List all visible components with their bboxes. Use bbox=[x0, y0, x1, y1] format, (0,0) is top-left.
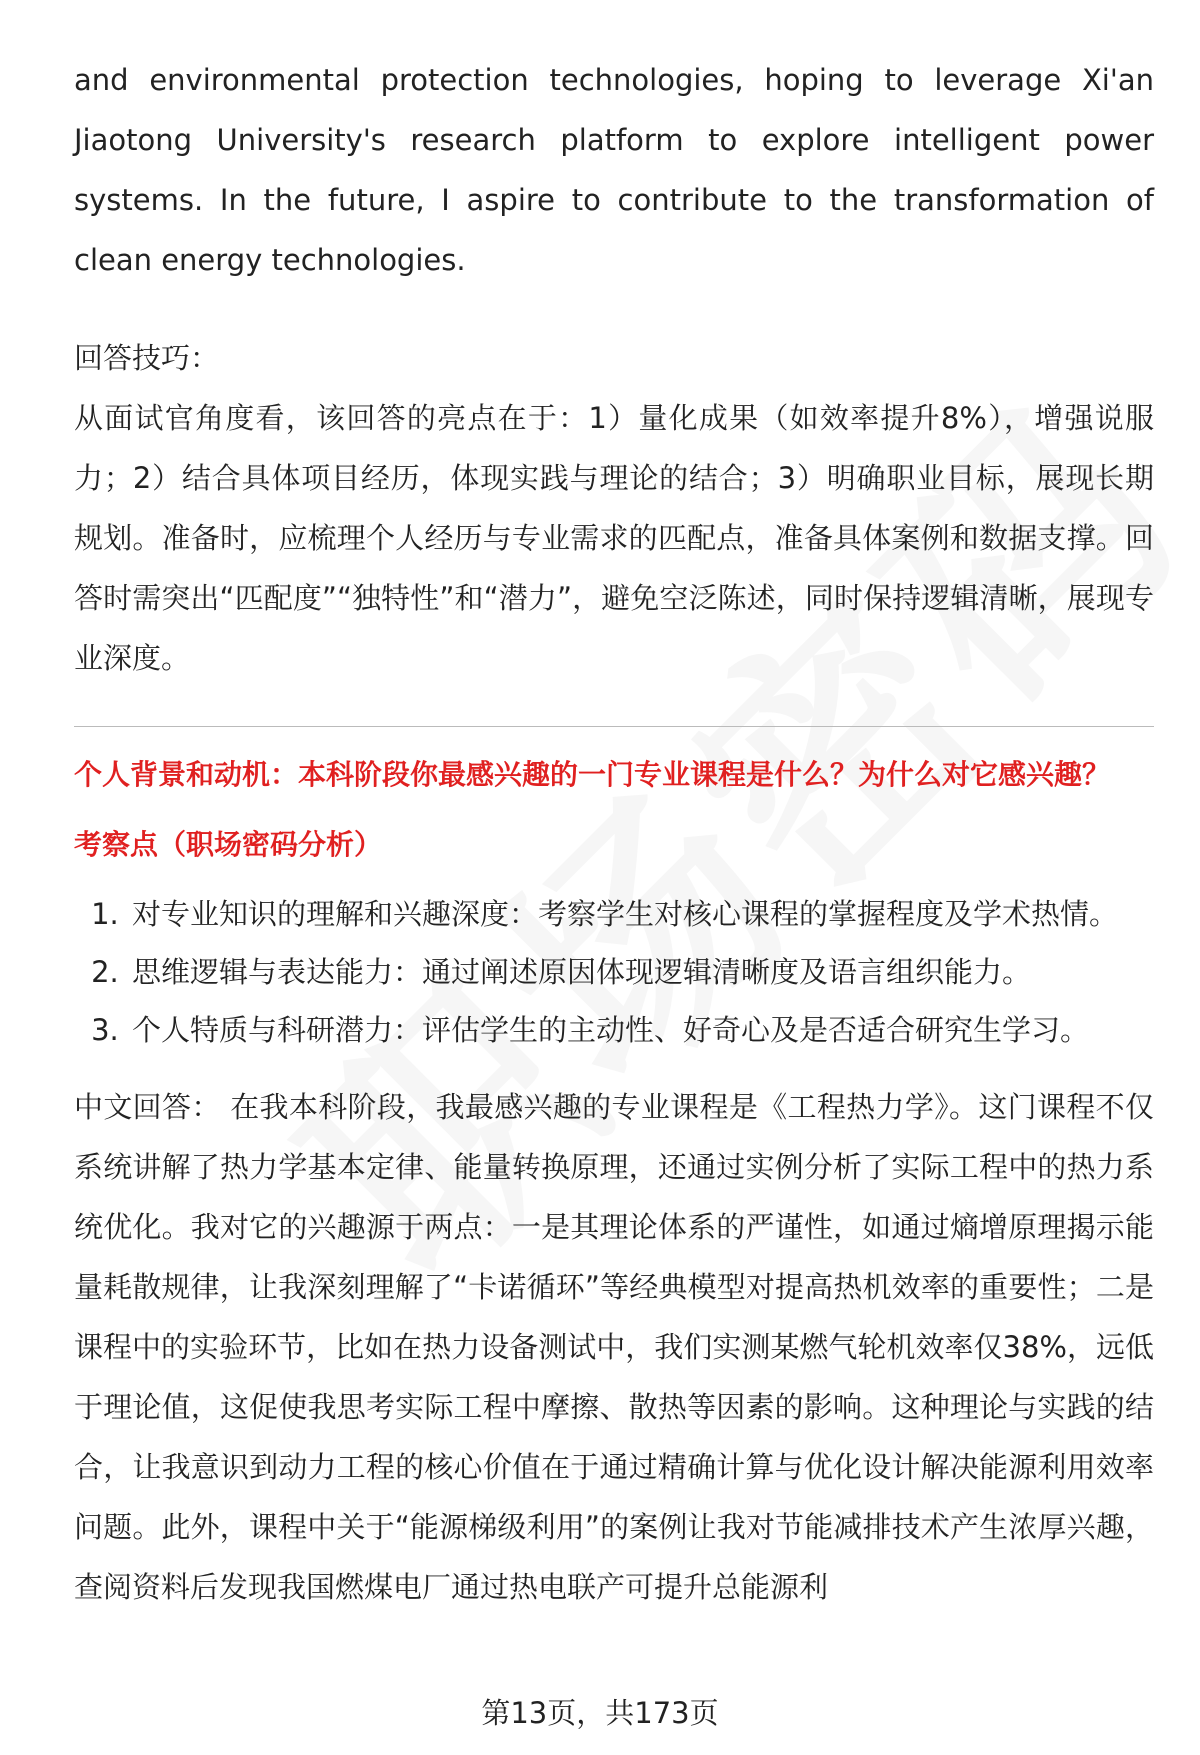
tips-label: 回答技巧： bbox=[74, 341, 220, 375]
intro-paragraph: and environmental protection technologies, hoping to leverage Xi'an Jiaotong University's research platform to explore intelligent power systems. In the future, I aspire to contribute to the transformation of clean energy technologies. bbox=[74, 63, 1154, 277]
document-page bbox=[74, 50, 1154, 1617]
list-item: 3. 个人特质与科研潜力：评估学生的主动性、好奇心及是否适合研究生学习。 bbox=[128, 1001, 1154, 1059]
analysis-list bbox=[74, 885, 1154, 1059]
list-item: 1. 对专业知识的理解和兴趣深度：考察学生对核心课程的掌握程度及学术热情。 bbox=[128, 885, 1154, 943]
section-divider bbox=[74, 726, 1154, 727]
question-heading: 个人背景和动机：本科阶段你最感兴趣的一门专业课程是什么？为什么对它感兴趣？ bbox=[74, 758, 1111, 791]
analysis-heading: 考察点（职场密码分析） bbox=[74, 828, 383, 861]
answer-paragraph: 中文回答： 在我本科阶段，我最感兴趣的专业课程是《工程热力学》。这门课程不仅系统讲解了热力学基本定律、能量转换原理，还通过实例分析了实际工程中的热力系统优化。我对它的兴趣源于两点：一是其理论体系的严谨性，如通过熵增原理揭示能量耗散规律，让我深刻理解了“卡诺循环”等经典模型对提高热机效率的重要性；二是课程中的实验环节，比如在热力设备测试中，我们实测某燃气轮机效率仅38%，远低于理论值，这促使我思考实际工程中摩擦、散热等因素的影响。这种理论与实践的结合，让我意识到动力工程的核心价值在于通过精确计算与优化设计解决能源利用效率问题。此外，课程中关于“能源梯级利用”的案例让我对节能减排技术产生浓厚兴趣，查阅资料后发现我国燃煤电厂通过热电联产可提升总能源利 bbox=[74, 1090, 1154, 1604]
list-item: 2. 思维逻辑与表达能力：通过阐述原因体现逻辑清晰度及语言组织能力。 bbox=[128, 943, 1154, 1001]
page-number: 第13页，共173页 bbox=[481, 1696, 719, 1730]
tips-paragraph: 从面试官角度看，该回答的亮点在于：1）量化成果（如效率提升8%），增强说服力；2）结合具体项目经历，体现实践与理论的结合；3）明确职业目标，展现长期规划。准备时，应梳理个人经历与专业需求的匹配点，准备具体案例和数据支撑。回答时需突出“匹配度”“独特性”和“潜力”，避免空泛陈述，同时保持逻辑清晰，展现专业深度。 bbox=[74, 401, 1154, 675]
